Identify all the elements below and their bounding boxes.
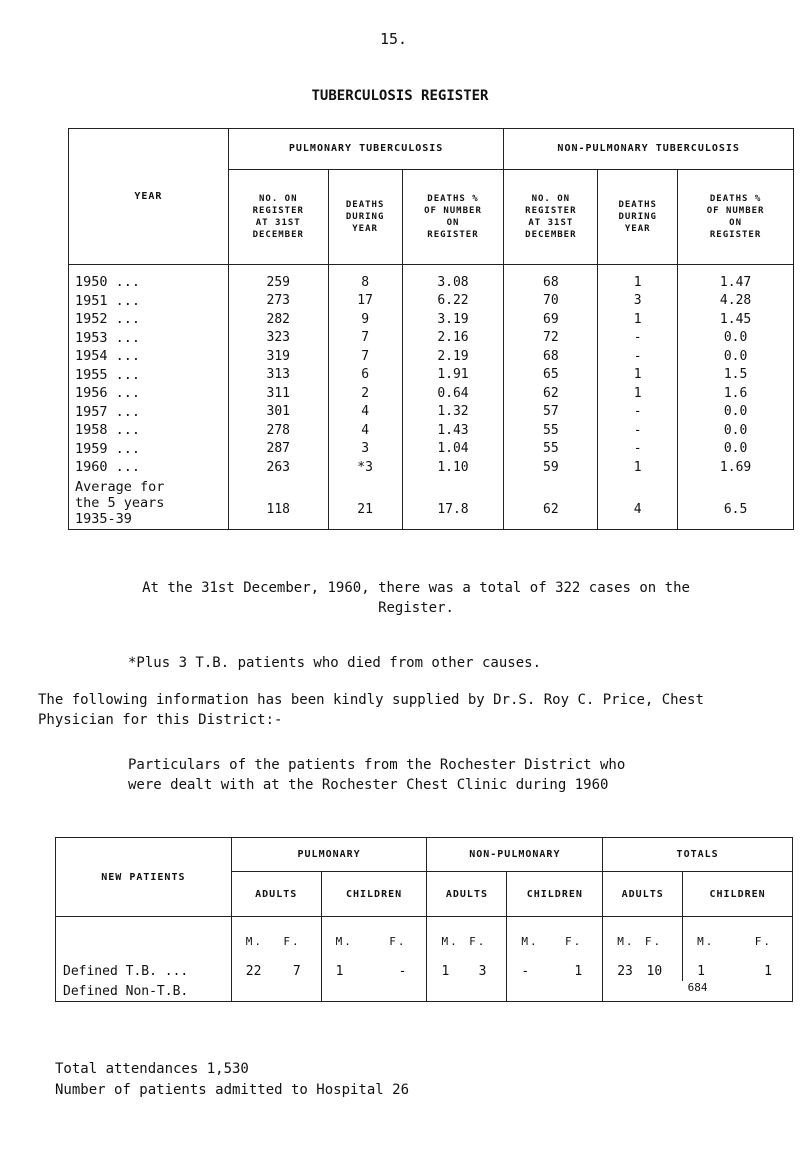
- avg-p-reg: 118: [228, 477, 328, 530]
- page-number: 15.: [380, 30, 408, 48]
- information-paragraph: The following information has been kindly supplied by Dr.S. Roy C. Price, Chest Physician for this District:-: [38, 692, 704, 728]
- t-adults-header: ADULTS: [603, 872, 683, 917]
- sex-header-row: M. F. M. F. M. F. M. F. M. F. M. F.: [56, 917, 793, 962]
- register-table: [68, 128, 794, 530]
- n-pct-cell: 1.5: [678, 366, 794, 385]
- p-pct-cell: 6.22: [402, 292, 504, 311]
- p-pct-cell: 1.10: [402, 458, 504, 477]
- p-deaths-cell: 3: [328, 440, 402, 459]
- n-reg-cell: 57: [504, 403, 598, 422]
- n-reg-cell: 59: [504, 458, 598, 477]
- year-cell: 1951 ...: [69, 292, 229, 311]
- p-pct-cell: 2.16: [402, 329, 504, 348]
- grand-total: 684: [603, 981, 793, 1002]
- n-pct-cell: 0.0: [678, 329, 794, 348]
- defined-non-tb-label: Defined Non-T.B.: [56, 981, 232, 1002]
- n-reg-cell: 55: [504, 421, 598, 440]
- n-pct-cell: 4.28: [678, 292, 794, 311]
- p-deaths-header: DEATHS DURING YEAR: [328, 170, 402, 265]
- average-row: [69, 477, 794, 530]
- p-deaths-cell: 8: [328, 265, 402, 292]
- register-row: [69, 292, 794, 311]
- p-children-header: CHILDREN: [321, 872, 427, 917]
- year-cell: 1960 ...: [69, 458, 229, 477]
- n-pct-cell: 1.47: [678, 265, 794, 292]
- register-row: [69, 347, 794, 366]
- p-pct-cell: 1.43: [402, 421, 504, 440]
- n-deaths-cell: 1: [598, 458, 678, 477]
- n-pct-cell: 1.6: [678, 384, 794, 403]
- p-deaths-cell: 4: [328, 421, 402, 440]
- register-row: [69, 265, 794, 292]
- n-reg-cell: 72: [504, 329, 598, 348]
- n-deaths-cell: -: [598, 403, 678, 422]
- p-pct-cell: 3.08: [402, 265, 504, 292]
- p-on-register-header: NO. ON REGISTER AT 31ST DECEMBER: [228, 170, 328, 265]
- n-reg-cell: 55: [504, 440, 598, 459]
- p-deaths-pct-header: DEATHS % OF NUMBER ON REGISTER: [402, 170, 504, 265]
- p-reg-cell: 301: [228, 403, 328, 422]
- p-reg-cell: 278: [228, 421, 328, 440]
- register-row: [69, 440, 794, 459]
- new-patients-header: NEW PATIENTS: [56, 838, 232, 917]
- n-deaths-cell: 1: [598, 310, 678, 329]
- n-deaths-cell: 1: [598, 366, 678, 385]
- total-cases-paragraph: At the 31st December, 1960, there was a total of 322 cases on the Register.: [142, 580, 690, 616]
- n-deaths-cell: -: [598, 329, 678, 348]
- register-row: [69, 366, 794, 385]
- register-row: [69, 384, 794, 403]
- p-reg-cell: 282: [228, 310, 328, 329]
- n-pct-cell: 0.0: [678, 403, 794, 422]
- p-pct-cell: 3.19: [402, 310, 504, 329]
- n-pct-cell: 1.45: [678, 310, 794, 329]
- clinic-totals-header: TOTALS: [603, 838, 793, 872]
- register-row: [69, 458, 794, 477]
- p-reg-cell: 287: [228, 440, 328, 459]
- n-deaths-cell: 3: [598, 292, 678, 311]
- p-deaths-cell: 6: [328, 366, 402, 385]
- clinic-non-pulmonary-header: NON-PULMONARY: [427, 838, 603, 872]
- n-reg-cell: 69: [504, 310, 598, 329]
- avg-n-reg: 62: [504, 477, 598, 530]
- particulars-paragraph: Particulars of the patients from the Rochester District who were dealt with at the Rochester Chest Clinic during 1960: [128, 757, 626, 793]
- n-reg-cell: 70: [504, 292, 598, 311]
- n-reg-cell: 68: [504, 347, 598, 366]
- p-reg-cell: 313: [228, 366, 328, 385]
- footer-notes: [55, 1059, 409, 1101]
- n-reg-cell: 65: [504, 366, 598, 385]
- n-pct-cell: 0.0: [678, 440, 794, 459]
- defined-non-tb-row: [56, 981, 793, 1002]
- n-pct-cell: 0.0: [678, 347, 794, 366]
- p-pct-cell: 1.32: [402, 403, 504, 422]
- p-reg-cell: 273: [228, 292, 328, 311]
- p-reg-cell: 323: [228, 329, 328, 348]
- clinic-table: [55, 837, 793, 1002]
- year-cell: 1958 ...: [69, 421, 229, 440]
- n-adults-header: ADULTS: [427, 872, 507, 917]
- year-cell: 1954 ...: [69, 347, 229, 366]
- year-cell: 1959 ...: [69, 440, 229, 459]
- register-row: [69, 310, 794, 329]
- t-children-header: CHILDREN: [683, 872, 793, 917]
- register-row: [69, 403, 794, 422]
- n-deaths-cell: -: [598, 421, 678, 440]
- register-row: [69, 329, 794, 348]
- n-pct-cell: 1.69: [678, 458, 794, 477]
- year-cell: 1952 ...: [69, 310, 229, 329]
- p-reg-cell: 263: [228, 458, 328, 477]
- p-pct-cell: 2.19: [402, 347, 504, 366]
- p-deaths-cell: 2: [328, 384, 402, 403]
- p-deaths-cell: 4: [328, 403, 402, 422]
- defined-tb-label: Defined T.B. ...: [56, 961, 232, 981]
- average-label: Average for the 5 years 1935-39: [69, 477, 229, 530]
- n-reg-cell: 68: [504, 265, 598, 292]
- n-deaths-cell: -: [598, 347, 678, 366]
- n-deaths-cell: 1: [598, 384, 678, 403]
- p-reg-cell: 319: [228, 347, 328, 366]
- n-reg-cell: 62: [504, 384, 598, 403]
- n-pct-cell: 0.0: [678, 421, 794, 440]
- year-cell: 1953 ...: [69, 329, 229, 348]
- patients-admitted: Number of patients admitted to Hospital 26: [55, 1082, 410, 1098]
- p-deaths-cell: *3: [328, 458, 402, 477]
- register-row: [69, 421, 794, 440]
- p-pct-cell: 1.04: [402, 440, 504, 459]
- total-attendances: Total attendances 1,530: [55, 1061, 249, 1077]
- p-deaths-cell: 17: [328, 292, 402, 311]
- p-adults-header: ADULTS: [231, 872, 321, 917]
- n-deaths-cell: 1: [598, 265, 678, 292]
- avg-n-pct: 6.5: [678, 477, 794, 530]
- n-children-header: CHILDREN: [507, 872, 603, 917]
- year-cell: 1950 ...: [69, 265, 229, 292]
- non-pulmonary-header: NON-PULMONARY TUBERCULOSIS: [504, 129, 794, 170]
- clinic-pulmonary-header: PULMONARY: [231, 838, 427, 872]
- year-cell: 1957 ...: [69, 403, 229, 422]
- p-deaths-cell: 7: [328, 347, 402, 366]
- pulmonary-header: PULMONARY TUBERCULOSIS: [228, 129, 504, 170]
- avg-p-pct: 17.8: [402, 477, 504, 530]
- n-deaths-header: DEATHS DURING YEAR: [598, 170, 678, 265]
- p-deaths-cell: 9: [328, 310, 402, 329]
- p-deaths-cell: 7: [328, 329, 402, 348]
- n-deaths-cell: -: [598, 440, 678, 459]
- n-on-register-header: NO. ON REGISTER AT 31ST DECEMBER: [504, 170, 598, 265]
- p-reg-cell: 311: [228, 384, 328, 403]
- year-cell: 1956 ...: [69, 384, 229, 403]
- p-pct-cell: 0.64: [402, 384, 504, 403]
- n-deaths-pct-header: DEATHS % OF NUMBER ON REGISTER: [678, 170, 794, 265]
- year-cell: 1955 ...: [69, 366, 229, 385]
- year-header: YEAR: [69, 129, 229, 265]
- footnote: *Plus 3 T.B. patients who died from other causes.: [128, 655, 542, 671]
- page-title: TUBERCULOSIS REGISTER: [311, 88, 489, 104]
- avg-n-deaths: 4: [598, 477, 678, 530]
- p-pct-cell: 1.91: [402, 366, 504, 385]
- p-reg-cell: 259: [228, 265, 328, 292]
- avg-p-deaths: 21: [328, 477, 402, 530]
- defined-tb-row: Defined T.B. ... 22 7 1 - 1 3 - 1 23 10 1 1: [56, 961, 793, 981]
